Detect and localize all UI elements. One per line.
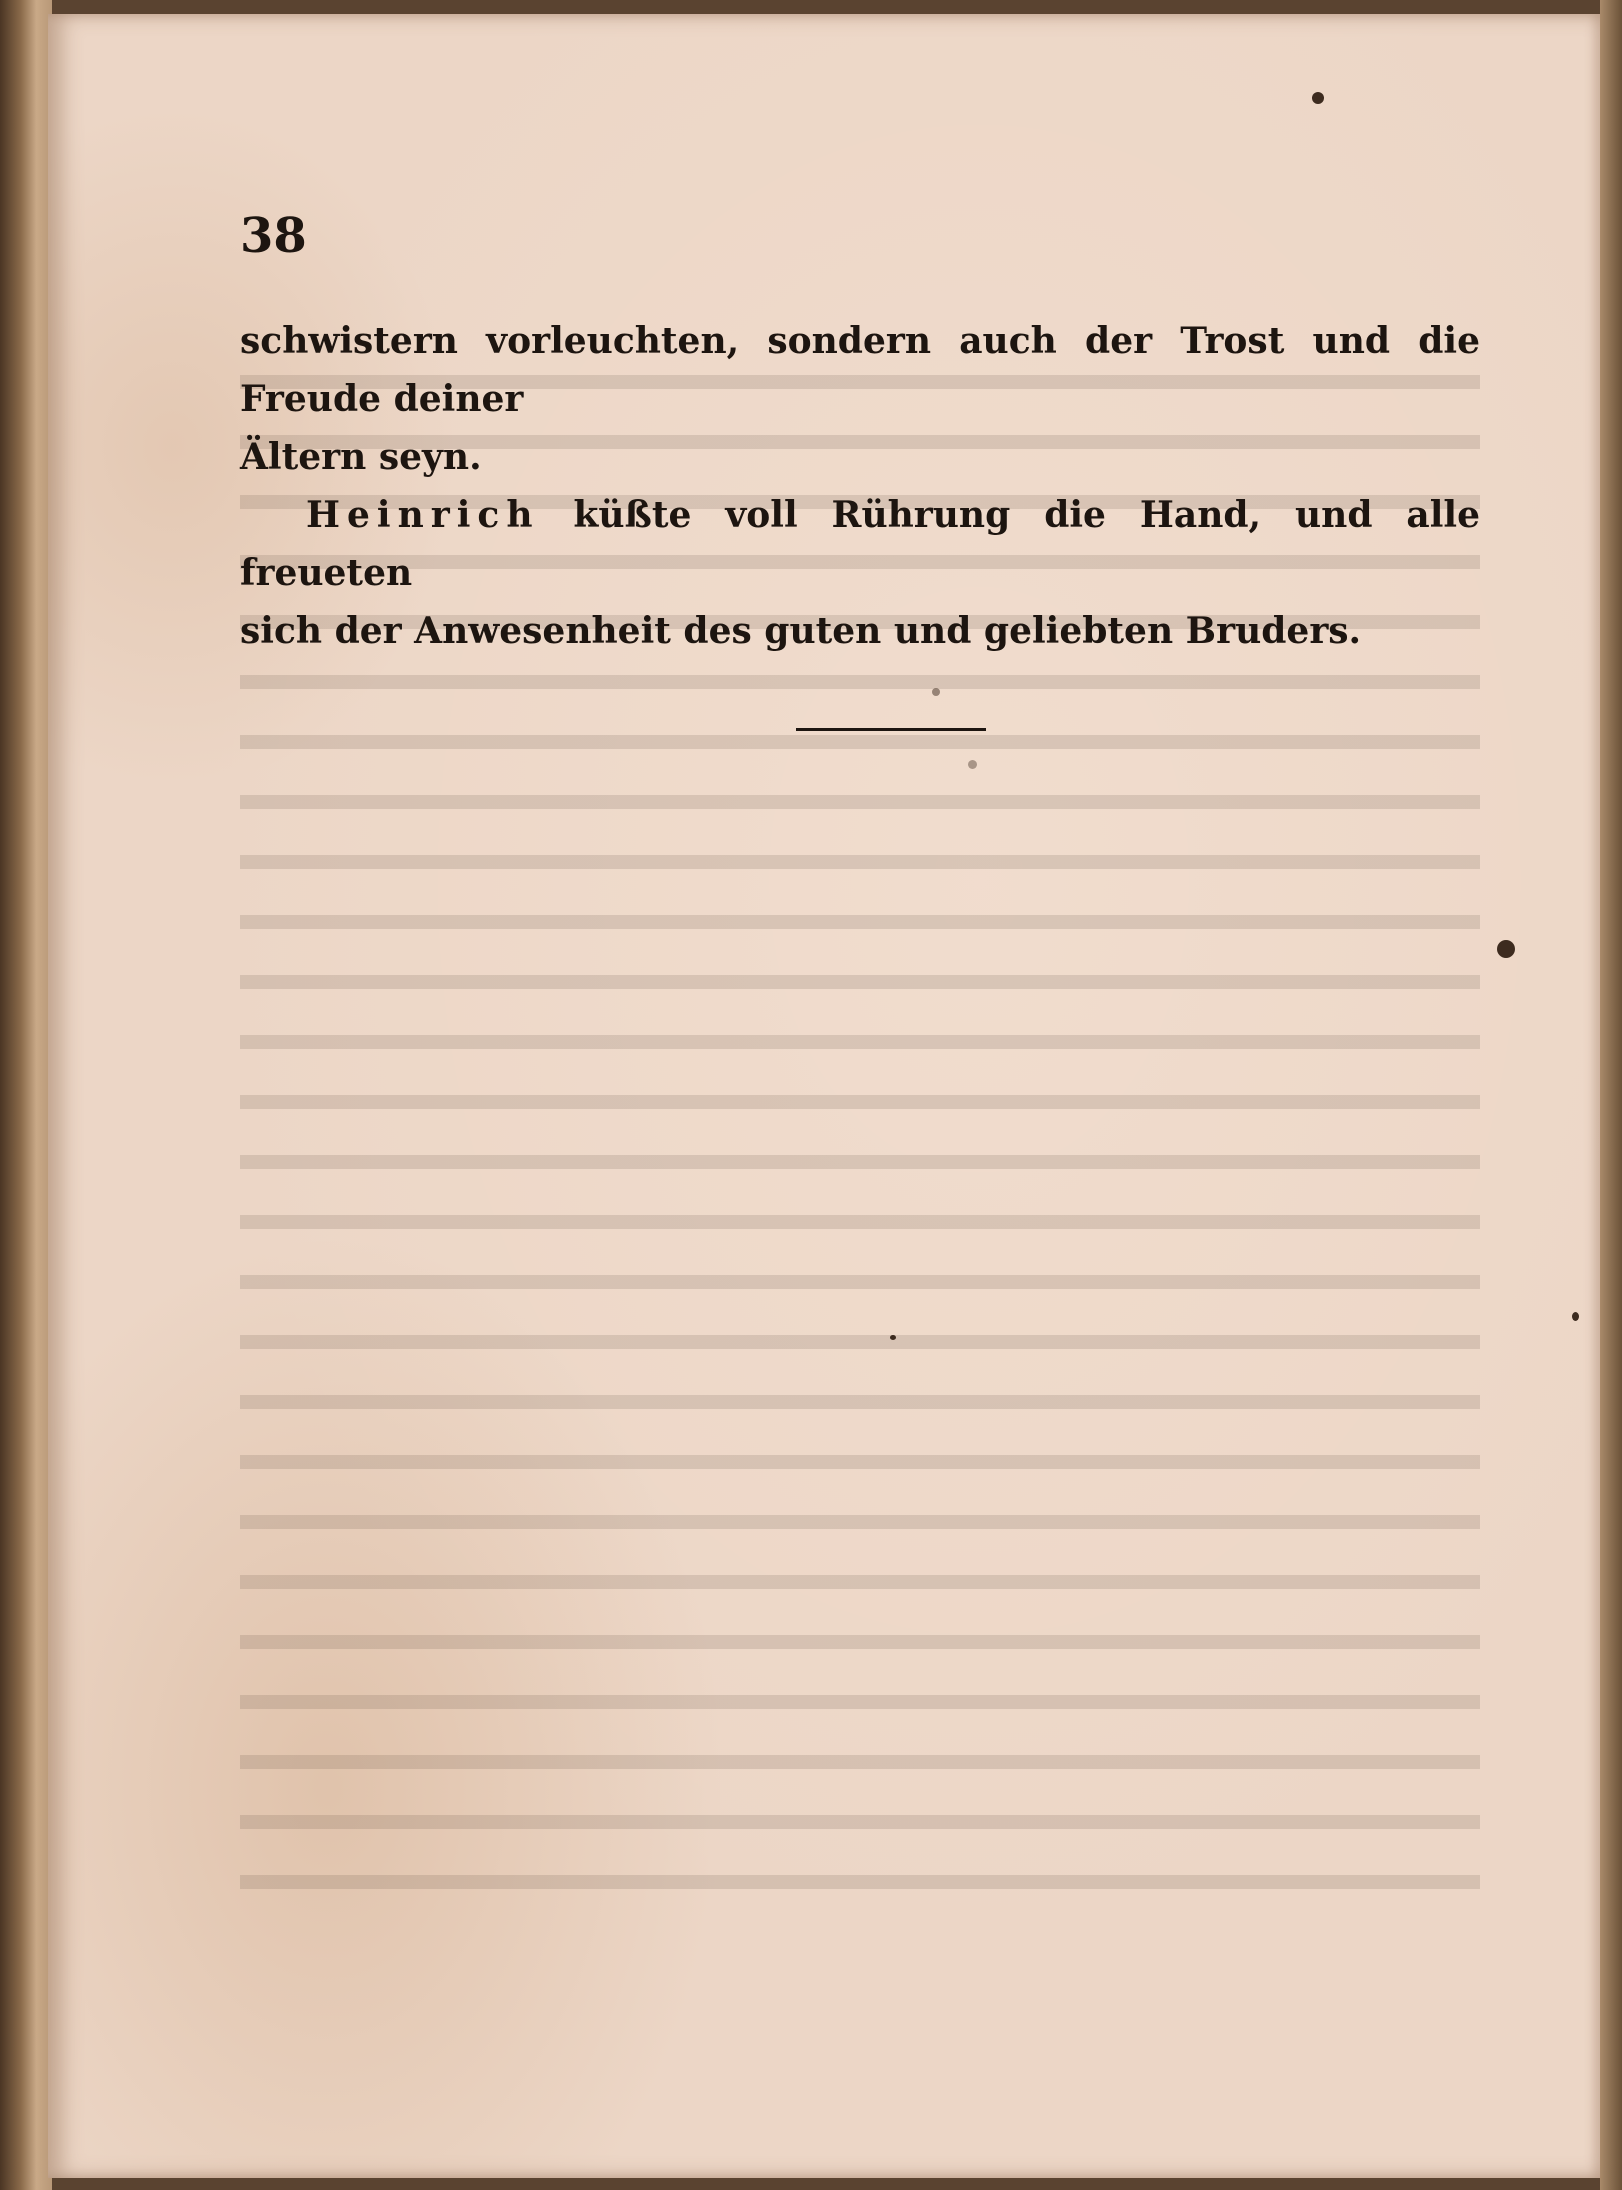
paragraph-1-line-1: schwistern vorleuchten, sondern auch der Trost und die Freude deiner [240, 320, 1480, 420]
book-edge-left [0, 0, 52, 2190]
name-heinrich: Heinrich [306, 494, 540, 536]
section-divider [796, 728, 986, 731]
ink-speck [890, 1335, 896, 1340]
paragraph-2 [240, 486, 1480, 660]
paragraph-2-line-2: sich der Anwesenheit des guten und geliebten Bruders. [240, 610, 1362, 652]
paragraph-1-line-2: Ältern seyn. [240, 436, 482, 478]
ink-speck [1572, 1312, 1579, 1321]
paragraph-2-line-1-rest: küßte voll Rührung die Hand, und alle freueten [240, 494, 1480, 594]
ink-speck [932, 688, 940, 696]
ink-speck [968, 760, 977, 769]
paragraph-1 [240, 312, 1480, 486]
book-edge-right [1600, 0, 1622, 2190]
page-number: 38 [240, 208, 307, 264]
ink-speck [1497, 940, 1515, 958]
ink-speck [1312, 92, 1324, 104]
body-text [240, 312, 1480, 660]
